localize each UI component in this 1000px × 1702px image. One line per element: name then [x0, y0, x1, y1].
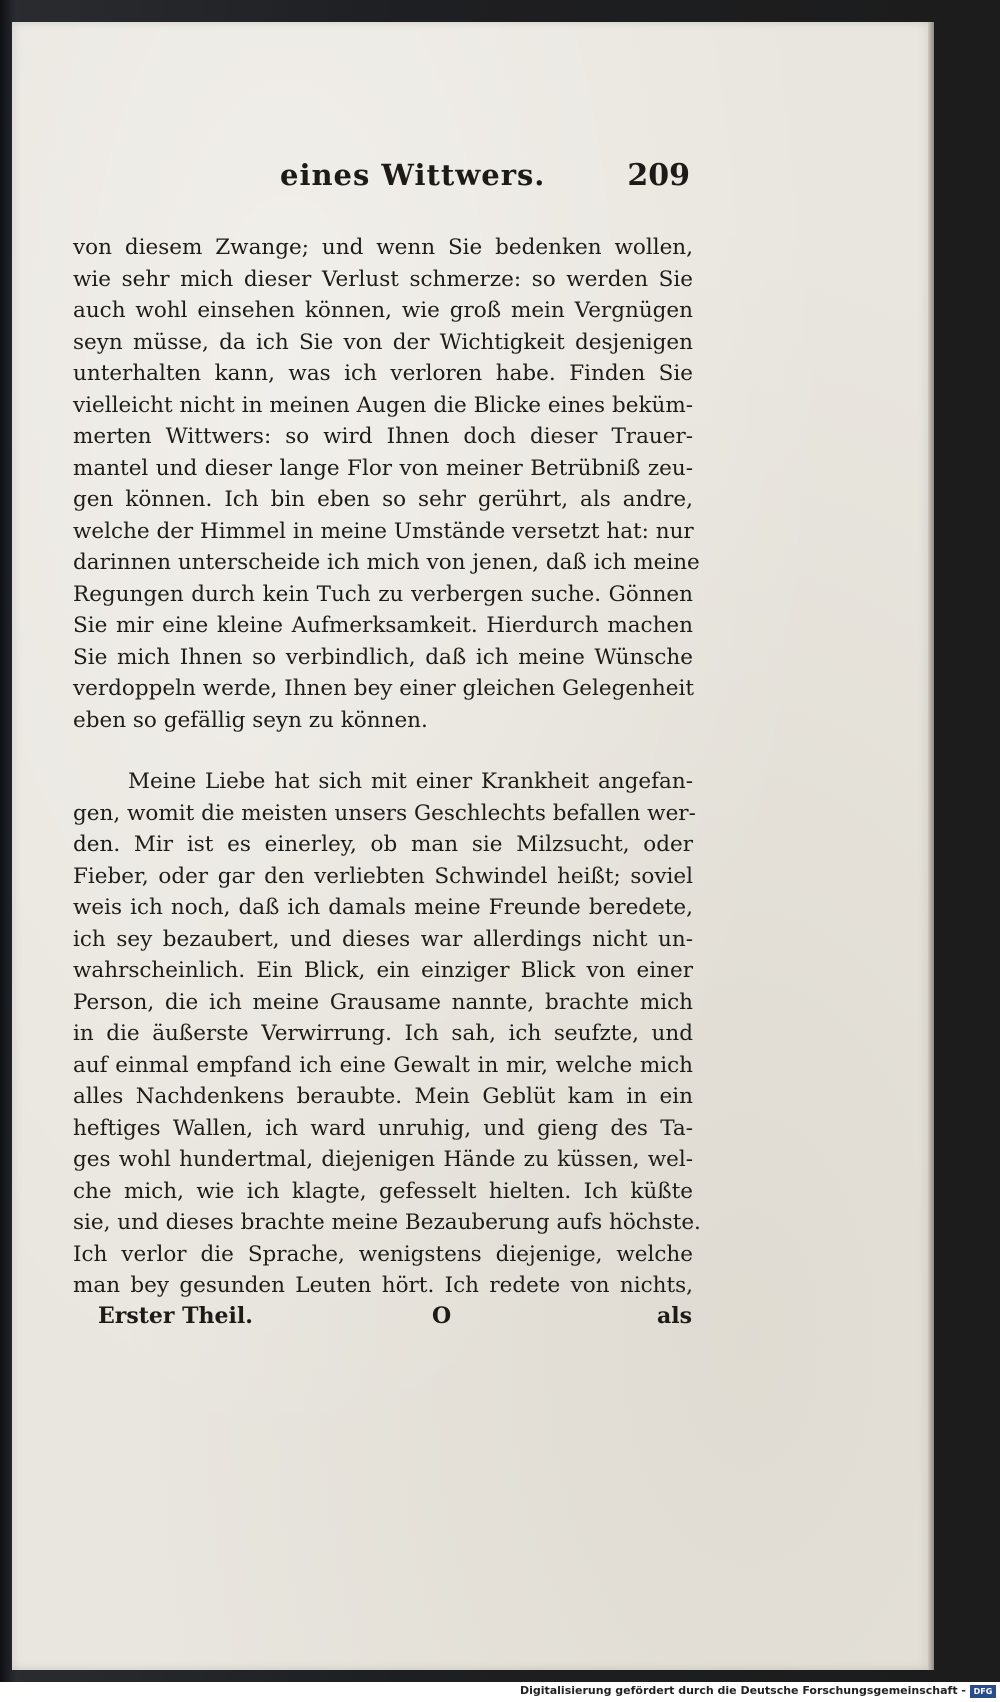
page-edge — [928, 22, 934, 1670]
text-line: weis ich noch, daß ich damals meine Freunde beredete, — [73, 895, 693, 920]
sheet-mark: O — [432, 1303, 452, 1329]
text-line: auf einmal empfand ich eine Gewalt in mir, welche mich — [73, 1052, 693, 1078]
running-head — [70, 158, 690, 198]
page-foot — [72, 1303, 692, 1337]
text-line: heftiges Wallen, ich ward unruhig, und gieng des Ta- — [73, 1115, 693, 1141]
text-line: man bey gesunden Leuten hört. Ich redete von nichts, — [73, 1273, 693, 1298]
catchword: als — [657, 1303, 692, 1329]
text-line: Regungen durch kein Tuch zu verbergen suche. Gönnen — [73, 581, 693, 607]
text-line: vielleicht nicht in meinen Augen die Blicke eines beküm- — [73, 392, 693, 418]
body-text — [73, 232, 701, 1302]
text-line: Meine Liebe hat sich mit einer Krankheit angefan- — [128, 769, 693, 794]
text-line: Sie mich Ihnen so verbindlich, daß ich meine Wünsche — [73, 644, 693, 670]
text-line: in die äußerste Verwirrung. Ich sah, ich seufzte, und — [73, 1021, 693, 1046]
text-line: den. Mir ist es einerley, ob man sie Milzsucht, oder — [73, 832, 693, 857]
digitization-footer — [0, 1682, 1000, 1702]
running-title: eines Wittwers. — [280, 158, 546, 192]
text-line: ges wohl hundertmal, diejenigen Hände zu küssen, wel- — [73, 1147, 693, 1172]
text-line: verdoppeln werde, Ihnen bey einer gleichen Gelegenheit — [73, 676, 695, 701]
text-line: wie sehr mich dieser Verlust schmerze: so werden Sie — [73, 266, 693, 292]
text-line: Fieber, oder gar den verliebten Schwindel heißt; soviel — [73, 863, 693, 889]
signature-line: Erster Theil. — [98, 1303, 253, 1329]
text-line: gen können. Ich bin eben so sehr gerührt, als andre, — [73, 487, 693, 512]
text-line: ich sey bezaubert, und dieses war allerdings nicht un- — [73, 926, 693, 952]
text-line: wahrscheinlich. Ein Blick, ein einziger Blick von einer — [73, 958, 693, 983]
text-line: seyn müsse, da ich Sie von der Wichtigkeit desjenigen — [73, 329, 693, 355]
text-line: che mich, wie ich klagte, gefesselt hielten. Ich küßte — [73, 1178, 693, 1204]
text-line: darinnen unterscheide ich mich von jenen, daß ich meine — [73, 550, 700, 575]
text-line: unterhalten kann, was ich verloren habe. Finden Sie — [73, 361, 693, 386]
text-line: Ich verlor die Sprache, wenigstens diejenige, welche — [73, 1241, 693, 1267]
text-line: alles Nachdenkens beraubte. Mein Geblüt kam in ein — [73, 1084, 693, 1109]
text-line: von diesem Zwange; und wenn Sie bedenken wollen, — [73, 235, 693, 260]
text-line: sie, und dieses brachte meine Bezauberung aufs höchste. — [73, 1210, 701, 1235]
text-line: Person, die ich meine Grausame nannte, brachte mich — [73, 989, 693, 1015]
dfg-logo-icon: DFG — [970, 1685, 996, 1698]
page-number: 209 — [627, 158, 690, 193]
text-line: eben so gefällig seyn zu können. — [73, 707, 428, 733]
funding-credit: Digitalisierung gefördert durch die Deutsche Forschungsgemeinschaft - — [519, 1684, 966, 1697]
paragraph-gap — [73, 736, 693, 766]
text-line: gen, womit die meisten unsers Geschlechts befallen wer- — [73, 800, 696, 826]
text-line: Sie mir eine kleine Aufmerksamkeit. Hierdurch machen — [73, 613, 693, 638]
text-line: welche der Himmel in meine Umstände versetzt hat: nur — [73, 518, 694, 544]
text-line: mantel und dieser lange Flor von meiner Betrübniß zeu- — [73, 455, 693, 481]
text-line: merten Wittwers: so wird Ihnen doch dieser Trauer- — [73, 424, 693, 449]
text-line: auch wohl einsehen können, wie groß mein Vergnügen — [73, 298, 693, 323]
